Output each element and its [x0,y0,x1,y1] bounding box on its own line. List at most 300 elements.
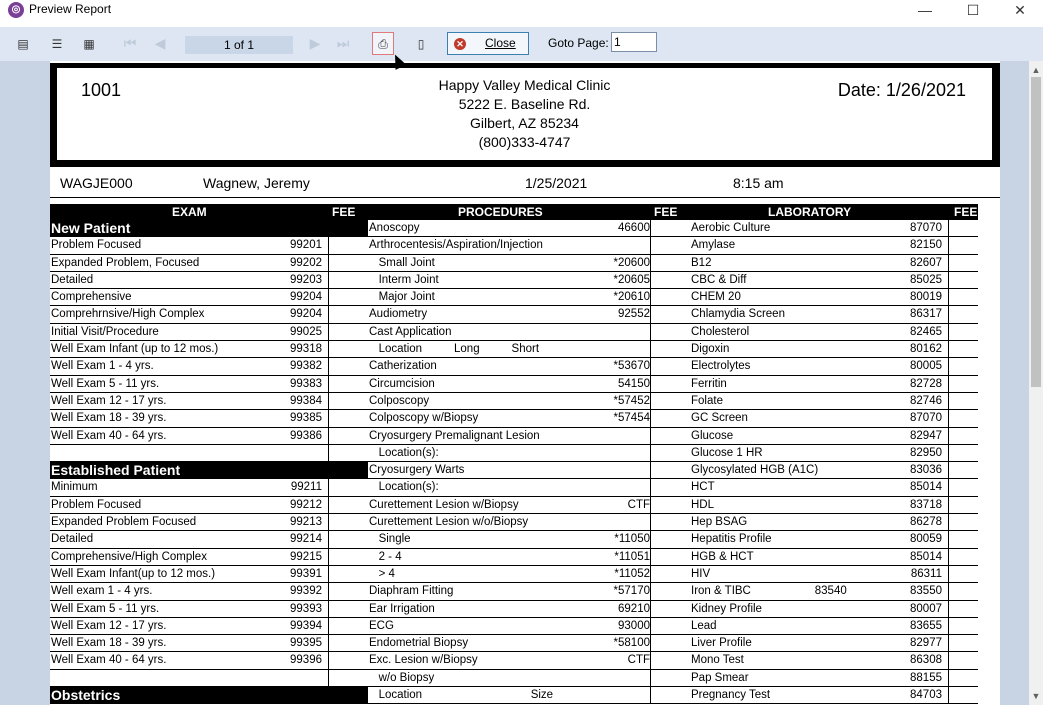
table-row [690,601,978,618]
fee-cell[interactable] [948,549,979,565]
fee-cell[interactable] [650,462,691,478]
table-row [368,566,690,583]
table-row [690,531,978,548]
fee-cell[interactable] [328,652,369,668]
laboratory-fee-header: FEE [954,205,978,219]
table-row [690,445,978,462]
fee-cell[interactable] [650,497,691,513]
table-row [50,410,368,427]
fee-cell[interactable] [948,670,979,686]
minimize-button[interactable]: — [918,2,932,18]
item-name: Well Exam Infant (up to 12 mos.) [51,343,219,356]
item-code: 83036 [910,464,942,477]
fee-cell[interactable] [948,566,979,582]
item-code: 87070 [910,412,942,425]
item-name: Folate [691,394,723,407]
clinic-address [387,76,662,152]
item-name: Liver Profile [691,637,752,650]
fee-cell[interactable] [948,531,979,547]
fee-cell[interactable] [948,601,979,617]
item-name: HGB & HCT [691,550,754,563]
fee-cell[interactable] [948,583,979,599]
item-name: Electrolytes [691,360,751,373]
fee-cell[interactable] [948,618,979,634]
window-title: Preview Report [29,2,112,16]
maximize-button[interactable]: ☐ [966,2,980,18]
item-code: 99203 [290,273,322,286]
item-name: Detailed [51,533,94,546]
fee-cell[interactable] [650,566,691,582]
table-row [368,583,690,600]
table-row [50,583,368,600]
table-row [50,341,368,358]
table-row [50,531,368,548]
item-name: Single [369,533,411,546]
exam-fee-header: FEE [332,205,356,219]
fee-cell[interactable] [948,255,979,271]
close-window-button[interactable]: ✕ [1014,2,1026,18]
item-code: 85025 [910,273,942,286]
multi-page-view-button[interactable] [78,32,100,55]
item-code: 99394 [290,619,322,632]
item-name: Cholesterol [691,325,750,338]
item-code: 82977 [910,637,942,650]
table-row [50,566,368,583]
item-name: Well Exam 12 - 17 yrs. [51,619,167,632]
item-name: HDL [691,498,715,511]
fee-cell[interactable] [650,289,691,305]
fee-cell[interactable] [650,652,691,668]
table-row [368,531,690,548]
item-name: Well Exam 12 - 17 yrs. [51,394,167,407]
fee-cell[interactable] [650,376,691,392]
section-header: New Patient [50,220,368,237]
table-row [690,566,978,583]
vertical-scrollbar[interactable] [1029,61,1043,705]
fee-cell[interactable] [650,341,691,357]
goto-page-input[interactable] [611,32,657,52]
item-name: Pregnancy Test [691,689,771,702]
fee-cell[interactable] [948,497,979,513]
item-code: 93000 [618,619,650,632]
item-name: Detailed [51,273,94,286]
patient-name: Wagnew, Jeremy [203,175,310,191]
table-row [50,635,368,652]
fee-cell[interactable] [328,428,369,444]
fee-cell[interactable] [650,220,691,236]
procedures-fee-header: FEE [654,205,678,219]
table-row [368,376,690,393]
exam-column-header [50,204,368,220]
table-row [368,358,690,375]
first-page-icon: ⏮ [123,35,137,51]
single-page-view-button[interactable] [12,32,34,55]
item-name: Comprehensive/High Complex [51,550,207,563]
item-name: Kidney Profile [691,602,762,615]
item-code: 85014 [910,481,942,494]
fee-cell[interactable] [328,306,369,322]
fee-cell[interactable] [650,324,691,340]
item-name: Catherization [369,360,437,373]
fee-cell[interactable] [328,601,369,617]
fee-cell[interactable] [650,255,691,271]
report-header-frame [50,63,1000,167]
fee-cell[interactable] [328,514,369,530]
fee-cell[interactable] [328,341,369,357]
table-row [368,255,690,272]
fee-cell[interactable] [948,652,979,668]
fee-cell[interactable] [650,393,691,409]
item-name: Well exam 1 - 4 yrs. [51,585,153,598]
item-name: ECG [369,619,394,632]
item-name: Arthrocentesis/Aspiration/Injection [369,239,543,252]
fee-cell[interactable] [328,670,369,686]
table-row [690,255,978,272]
report-header [57,68,992,160]
item-code: 82947 [910,429,942,442]
fee-cell[interactable] [650,618,691,634]
item-code: 82728 [910,377,942,390]
page-indicator: 1 of 1 [185,36,293,54]
fee-cell[interactable] [948,479,979,495]
fee-cell[interactable] [328,410,369,426]
item-name: Location Size [369,689,554,702]
save-button[interactable] [410,32,432,55]
table-row [690,635,978,652]
item-code: 80162 [910,343,942,356]
table-row [690,479,978,496]
item-name: Location(s): [369,446,439,459]
scroll-up-icon[interactable]: ▲ [1031,65,1041,75]
item-name: Well Exam 18 - 39 yrs. [51,412,167,425]
item-code: *57170 [613,585,650,598]
item-name: Chlamydia Screen [691,308,785,321]
table-row [368,670,690,687]
fee-cell[interactable] [650,445,691,461]
fee-cell[interactable] [650,237,691,253]
table-row [368,220,690,237]
item-name: Glucose 1 HR [691,446,763,459]
fee-cell[interactable] [328,618,369,634]
item-name: Expanded Problem Focused [51,516,197,529]
table-row [368,618,690,635]
scroll-down-icon[interactable]: ▼ [1031,691,1041,701]
table-row [50,497,368,514]
fee-cell[interactable] [650,514,691,530]
table-row [690,220,978,237]
item-code: 92552 [618,308,650,321]
table-row [50,255,368,272]
item-code: 86311 [910,567,942,580]
fee-cell[interactable] [328,255,369,271]
table-row [368,462,690,479]
multi-page-icon: ▦ [83,37,95,51]
table-row [368,514,690,531]
clinic-street: 5222 E. Baseline Rd. [458,96,591,112]
item-code: 86308 [910,654,942,667]
single-page-icon: ▤ [17,37,29,51]
fee-cell[interactable] [948,635,979,651]
fee-cell[interactable] [948,324,979,340]
fee-cell[interactable] [948,428,979,444]
fee-cell[interactable] [650,635,691,651]
item-name: Hepatitis Profile [691,533,772,546]
fee-cell[interactable] [948,289,979,305]
item-code: 80007 [910,602,942,615]
table-row [50,618,368,635]
item-name: Digoxin [691,343,730,356]
fee-cell[interactable] [650,549,691,565]
item-code: 82950 [910,446,942,459]
table-row [50,237,368,254]
section-header: Established Patient [50,462,368,479]
fee-cell[interactable] [650,306,691,322]
fee-cell[interactable] [650,428,691,444]
table-row [690,549,978,566]
item-code: *57452 [613,394,650,407]
table-row [50,670,368,687]
app-logo-icon: ◎ [8,2,24,18]
item-code: 99384 [290,394,322,407]
fee-cell[interactable] [948,393,979,409]
table-row [368,272,690,289]
table-row [368,237,690,254]
item-name: Interm Joint [369,273,439,286]
fee-cell[interactable] [328,549,369,565]
table-row [368,479,690,496]
item-name: Small Joint [369,256,435,269]
item-code: 99213 [290,516,322,529]
item-code: 82746 [910,394,942,407]
first-page-button[interactable] [120,32,140,55]
item-name: Major Joint [369,291,435,304]
fee-cell[interactable] [328,272,369,288]
fee-cell[interactable] [650,601,691,617]
item-code: 82607 [910,256,942,269]
fee-cell[interactable] [328,393,369,409]
item-name: CBC & Diff [691,273,747,286]
item-code: *53670 [613,360,650,373]
item-name: Comprehensive [51,291,132,304]
fee-cell[interactable] [948,341,979,357]
table-row [368,445,690,462]
fee-cell[interactable] [328,566,369,582]
fee-cell[interactable] [328,324,369,340]
item-name: Minimum [51,481,98,494]
item-name: Diaphram Fitting [369,585,454,598]
item-name: Location(s): [369,481,439,494]
report-viewer[interactable] [0,61,1029,705]
item-code: 88155 [910,671,942,684]
item-code: 87070 [910,222,942,234]
item-name: Anoscopy [369,222,420,234]
fee-cell[interactable] [948,358,979,374]
fee-cell[interactable] [328,531,369,547]
item-code: 86278 [910,516,942,529]
laboratory-column [690,204,978,704]
item-name: CHEM 20 [691,291,741,304]
fee-cell[interactable] [948,272,979,288]
fee-cell[interactable] [650,670,691,686]
fee-cell[interactable] [328,358,369,374]
fee-cell[interactable] [948,462,979,478]
fee-cell[interactable] [328,497,369,513]
table-row [368,341,690,358]
fee-cell[interactable] [328,479,369,495]
table-row [368,393,690,410]
item-code: *20610 [613,291,650,304]
fee-cell[interactable] [948,514,979,530]
item-name: Pap Smear [691,671,749,684]
scrollbar-thumb[interactable] [1031,77,1041,387]
item-code: 99202 [290,256,322,269]
fee-cell[interactable] [650,687,691,703]
item-name: Ear Irrigation [369,602,435,615]
table-row [368,428,690,445]
visit-time: 8:15 am [733,175,784,191]
table-row [368,306,690,323]
item-name: Amylase [691,239,736,252]
report-date: Date: 1/26/2021 [837,80,966,100]
item-name: Cryosurgery Premalignant Lesion [369,429,540,442]
table-row [690,306,978,323]
table-row [690,670,978,687]
visit-date: 1/25/2021 [525,175,588,191]
procedures-header: PROCEDURES [458,205,543,219]
fee-cell[interactable] [948,687,979,703]
table-row [50,272,368,289]
clinic-name: Happy Valley Medical Clinic [438,77,611,93]
table-row [690,324,978,341]
page-width-view-button[interactable] [46,32,68,55]
table-row [690,289,978,306]
item-code: 99211 [290,481,322,494]
item-name: Problem Focused [51,498,142,511]
fee-cell[interactable] [948,306,979,322]
fee-cell[interactable] [650,358,691,374]
item-code: *58100 [613,637,650,650]
laboratory-header: LABORATORY [768,205,852,219]
item-name: Glucose [691,429,734,442]
item-name: Curettement Lesion w/Biopsy [369,498,519,511]
clinic-phone: (800)333-4747 [478,134,571,150]
table-row [368,687,690,704]
item-name: 2 - 4 [369,550,402,563]
item-code: 80059 [910,533,942,546]
item-name: Cryosurgery Warts [369,464,465,477]
next-page-button[interactable] [305,32,325,55]
item-name: Comprehrnsive/High Complex [51,308,205,321]
clinic-city: Gilbert, AZ 85234 [470,115,579,131]
item-name: Endometrial Biopsy [369,637,469,650]
fee-cell[interactable] [328,237,369,253]
fee-cell[interactable] [650,531,691,547]
item-name: Cast Application [369,325,452,338]
item-code: 99204 [290,308,322,321]
item-code: 99396 [290,654,322,667]
table-row [50,549,368,566]
previous-page-button[interactable] [150,32,170,55]
item-name: Iron & TIBC 83540 [691,585,847,598]
item-name: Well Exam Infant(up to 12 mos.) [51,567,216,580]
item-code: 99215 [290,550,322,563]
item-code: 83718 [910,498,942,511]
table-row [690,272,978,289]
fee-cell[interactable] [948,410,979,426]
fee-cell[interactable] [328,445,369,461]
item-name: HIV [691,567,711,580]
item-code: 69210 [618,602,650,615]
exam-header: EXAM [172,205,207,219]
close-report-button[interactable] [447,32,529,55]
fee-cell[interactable] [328,289,369,305]
item-name: HCT [691,481,715,494]
previous-page-icon: ◀ [154,35,166,51]
item-name: Ferritin [691,377,727,390]
table-row [50,652,368,669]
item-name: Well Exam 5 - 11 yrs. [51,602,160,615]
fee-cell[interactable] [650,583,691,599]
item-code: 82465 [910,325,942,338]
fee-cell[interactable] [650,410,691,426]
item-code: *57454 [613,412,650,425]
table-row [50,376,368,393]
print-button[interactable] [372,32,394,55]
fee-cell[interactable] [328,583,369,599]
patient-info-row [50,171,1000,198]
table-row [368,601,690,618]
item-code: *11050 [614,533,650,546]
table-row [690,687,978,704]
fee-cell[interactable] [948,237,979,253]
item-code: *11052 [614,567,650,580]
report-page [50,61,1000,705]
item-code: 82150 [910,239,942,252]
table-row [690,410,978,427]
item-name: Exc. Lesion w/Biopsy [369,654,478,667]
fee-cell[interactable] [948,376,979,392]
item-name: Aerobic Culture [691,222,771,234]
table-row [50,514,368,531]
item-code: *20600 [613,256,650,269]
item-name: Hep BSAG [691,516,748,529]
item-code: *20605 [613,273,650,286]
fee-cell[interactable] [650,479,691,495]
fee-cell[interactable] [948,445,979,461]
item-name: Well Exam 1 - 4 yrs. [51,360,154,373]
page-width-icon: ☰ [51,37,63,51]
fee-cell[interactable] [948,220,979,236]
table-row [368,289,690,306]
fee-cell[interactable] [328,376,369,392]
item-name: Colposcopy w/Biopsy [369,412,479,425]
table-row [368,549,690,566]
laboratory-column-header [690,204,978,220]
last-page-button[interactable] [333,32,353,55]
item-name: B12 [691,256,712,269]
printer-icon: ⎙ [378,37,388,51]
item-name: Glycosylated HGB (A1C) [691,464,819,477]
item-name: Audiometry [369,308,428,321]
table-row [50,393,368,410]
item-name: Problem Focused [51,239,142,252]
fee-cell[interactable] [650,272,691,288]
item-code: 99318 [290,343,322,356]
fee-cell[interactable] [328,635,369,651]
table-row [368,497,690,514]
table-row [50,324,368,341]
item-name: > 4 [369,567,395,580]
